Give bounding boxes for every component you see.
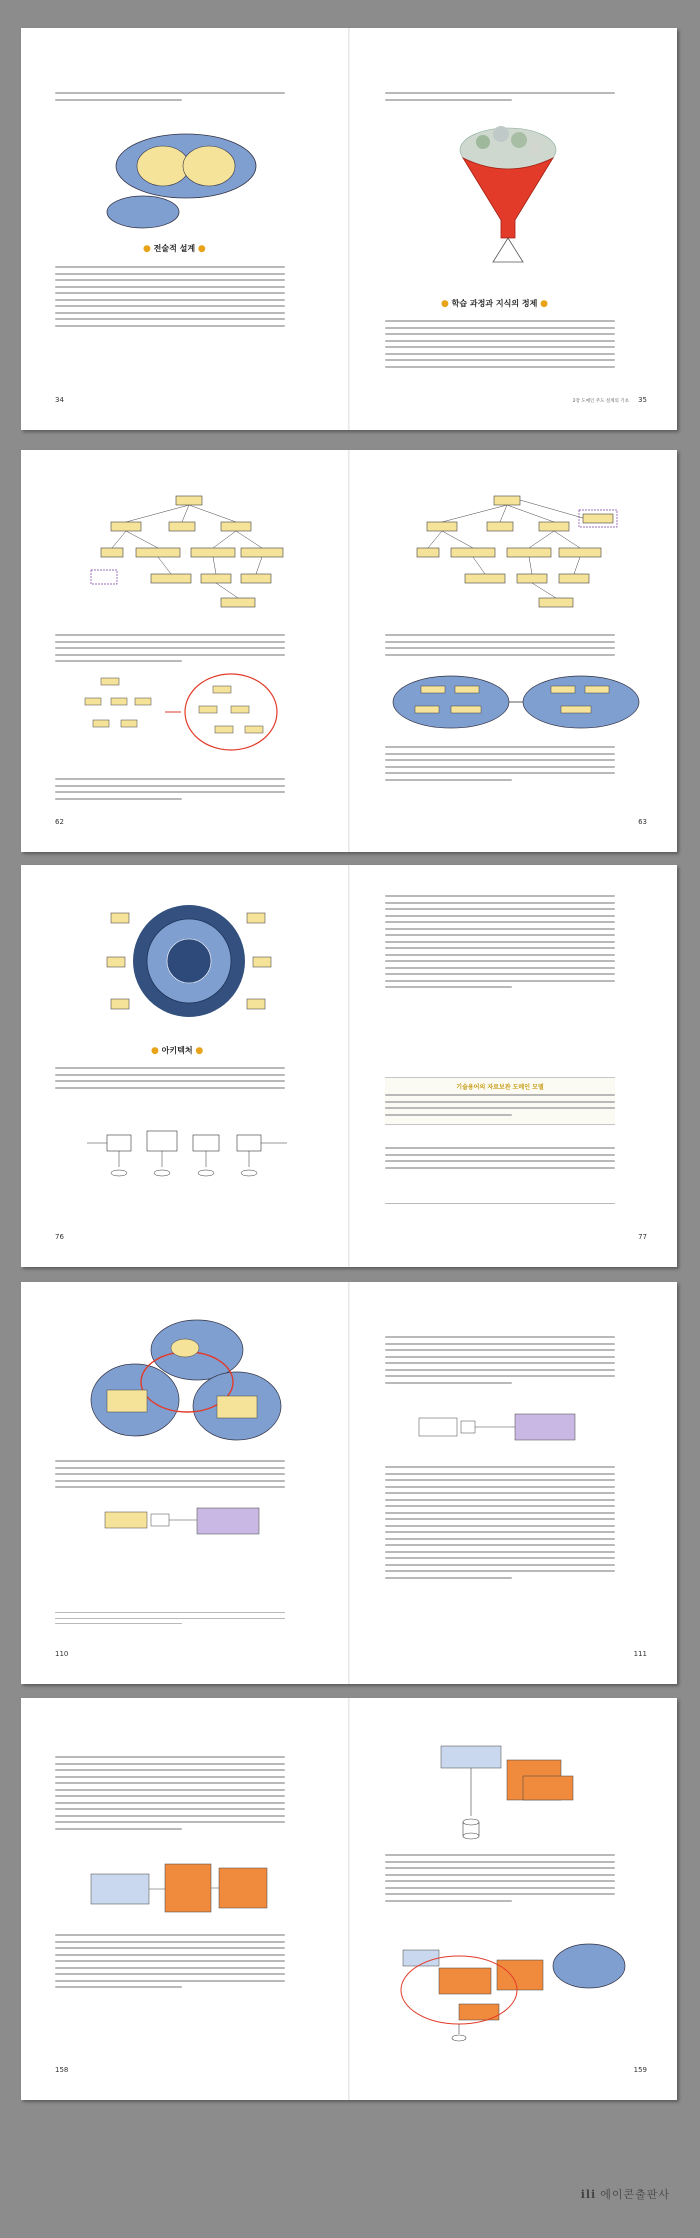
aggregate-boundary-diagram xyxy=(399,1938,629,2048)
page-number: 158 xyxy=(55,2066,69,2074)
spread-3 xyxy=(21,865,677,1267)
body-text xyxy=(385,320,615,372)
body-text xyxy=(385,895,615,993)
layered-systems-diagram xyxy=(77,1105,297,1185)
bounded-contexts-diagram xyxy=(391,672,641,732)
page-number: 77 xyxy=(638,1233,647,1241)
page-number: 62 xyxy=(55,818,64,826)
body-text xyxy=(55,634,285,667)
page-63 xyxy=(349,450,677,852)
page-35 xyxy=(349,28,677,430)
body-text xyxy=(55,1067,285,1093)
page-111 xyxy=(349,1282,677,1684)
page-number: 34 xyxy=(55,396,64,404)
page-number: 76 xyxy=(55,1233,64,1241)
body-text xyxy=(55,92,285,105)
funnel-illustration xyxy=(453,120,563,270)
page-number: 110 xyxy=(55,1650,69,1658)
body-text xyxy=(55,1460,285,1493)
footnote xyxy=(55,1612,285,1629)
body-text xyxy=(55,1756,285,1834)
sidebar-callout xyxy=(385,1077,615,1125)
shared-kernel-diagram xyxy=(87,1316,287,1446)
body-text xyxy=(385,1854,615,1906)
page-77 xyxy=(349,865,677,1267)
publisher-name: 에이콘출판사 xyxy=(600,2188,670,2201)
section-title: ● 학습 과정과 지식의 정제 ● xyxy=(441,299,548,309)
page-number: 159 xyxy=(633,2066,647,2074)
spread-1 xyxy=(21,28,677,430)
body-text xyxy=(55,1934,285,1993)
page-158 xyxy=(21,1698,349,2100)
body-text xyxy=(55,778,285,804)
page-159 xyxy=(349,1698,677,2100)
context-split-diagram xyxy=(81,672,301,762)
page-number: 63 xyxy=(638,818,647,826)
context-map-diagram xyxy=(105,1504,265,1544)
running-header: 2장 도메인 주도 설계의 기초 xyxy=(572,399,629,404)
body-text xyxy=(385,1147,615,1173)
page-number: 35 xyxy=(638,396,647,404)
body-text xyxy=(385,1336,615,1388)
hexagonal-architecture-diagram xyxy=(119,899,259,1029)
publisher-logo xyxy=(581,2186,670,2202)
spread-2 xyxy=(21,450,677,852)
spread-5 xyxy=(21,1698,677,2100)
spread-4 xyxy=(21,1282,677,1684)
page-34 xyxy=(21,28,349,430)
aggregate-transaction-diagram xyxy=(441,1738,591,1848)
body-text xyxy=(385,92,615,105)
section-title: ● 전술적 설계 ● xyxy=(143,244,206,254)
body-text xyxy=(385,1466,615,1583)
page-62 xyxy=(21,450,349,852)
publisher-mark: ili xyxy=(580,2188,597,2201)
upstream-downstream-diagram xyxy=(419,1410,579,1450)
page-76 xyxy=(21,865,349,1267)
class-tree-diagram-extended xyxy=(399,492,629,612)
callout-title: 기술용어의 자료보관 도메인 모델 xyxy=(456,1084,544,1091)
body-text xyxy=(55,266,285,331)
page-110 xyxy=(21,1282,349,1684)
page-number: 111 xyxy=(633,1650,647,1658)
footnote xyxy=(385,1203,615,1209)
section-title: ● 아키텍처 ● xyxy=(151,1046,204,1056)
body-text xyxy=(385,746,615,785)
body-text xyxy=(385,634,615,660)
class-tree-diagram xyxy=(91,492,291,612)
bounded-context-diagram xyxy=(101,124,261,234)
aggregate-class-diagram xyxy=(91,1864,271,1916)
